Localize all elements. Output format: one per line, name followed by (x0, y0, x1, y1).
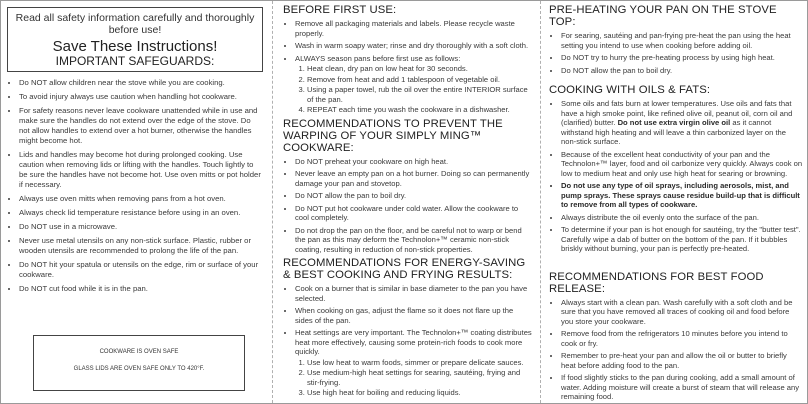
season-step: 2. Remove from heat and add 1 tablespoon of vegetable oil. (307, 75, 533, 85)
usage-column (273, 1, 539, 403)
cooking-column (541, 1, 807, 403)
energy-saving-list (283, 284, 533, 398)
list-item: • Lids and handles may become hot during prolonged cooking. Use caution when removing lids or lifting with the handles. Touch lightly to be sure the handles have not become hot. Use oven mitts or pot holder if necessary. (19, 150, 263, 190)
season-step: 4. REPEAT each time you wash the cookware in a dishwasher. (307, 105, 533, 115)
food-release-list (549, 298, 803, 402)
season-steps (295, 64, 533, 115)
season-intro: ALWAYS season pans before first use as follows: (295, 53, 461, 63)
oil-tip: Some oils and fats burn at lower temperatures. Use oils and fats that have a high smoke point, like refined olive oil, peanut oil, corn oil and (clarified) butter. (561, 99, 793, 127)
list-item: • Do NOT cut food while it is in the pan. (19, 284, 263, 294)
list-item: • Always use oven mitts when removing pans from a hot oven. (19, 194, 263, 204)
oven-safe-box (33, 335, 245, 391)
list-item: • Remove food from the refrigerators 10 minutes before you intend to cook or fry. (561, 329, 803, 348)
list-item (561, 99, 803, 147)
list-item: • To avoid injury always use caution when handling hot cookware. (19, 92, 263, 102)
olive-oil-warning: Do not use extra virgin olive oil (617, 118, 731, 127)
list-item: • Do NOT allow children near the stove while you are cooking. (19, 78, 263, 88)
list-item: • Do NOT hit your spatula or utensils on the edge, rim or surface of your cookware. (19, 260, 263, 280)
list-item (295, 328, 533, 398)
heat-step: 2. Use medium-high heat settings for searing, sautéing, frying and stir-frying. (307, 368, 533, 387)
list-item: • For searing, sautéing and pan-frying pre-heat the pan using the heat setting you intend to use when cooking before adding oil. (561, 31, 803, 50)
food-release-heading: RECOMMENDATIONS FOR BEST FOOD RELEASE: (549, 270, 764, 295)
list-item: • Do NOT allow the pan to boil dry. (295, 191, 533, 201)
before-first-use-heading: BEFORE FIRST USE: (283, 4, 397, 16)
oils-list (549, 99, 803, 254)
list-item: • Do NOT allow the pan to boil dry. (561, 66, 803, 76)
heat-settings-intro: Heat settings are very important. The Technolon+™ coating distributes heat more effectively, causing some protein-rich foods to cook more quickly. (295, 328, 532, 356)
list-item: • To determine if your pan is hot enough for sautéing, try the "butter test". Carefully wipe a dab of butter on the bottom of the pan. If it bubbles briskly without burning, your pan is perfectly pre-heated. (561, 225, 803, 254)
list-item: • If food slightly sticks to the pan during cooking, add a small amount of water. Adding moisture will create a burst of steam that will release any remaining food. (561, 373, 803, 402)
oil-tip-tail: as it cannot withstand high heating and will leave a thin carbonized layer on the non-stick surface. (561, 118, 787, 146)
heat-step: 3. Use high heat for boiling and reducing liquids. (307, 388, 533, 398)
preheating-list (549, 31, 803, 75)
list-item: • Always distribute the oil evenly onto the surface of the pan. (561, 213, 803, 223)
list-item: • Wash in warm soapy water; rinse and dry thoroughly with a soft cloth. (295, 41, 533, 51)
list-item: • Do NOT put hot cookware under cold water. Allow the cookware to cool completely. (295, 204, 533, 223)
warping-list (283, 157, 533, 255)
list-item: • Remember to pre-heat your pan and allow the oil or butter to briefly heat before adding food to the pan. (561, 351, 803, 370)
preheating-heading: PRE-HEATING YOUR PAN ON THE STOVE TOP: (549, 4, 777, 28)
intro-box (7, 7, 263, 72)
heat-step: 1. Use low heat to warm foods, simmer or prepare delicate sauces. (307, 358, 533, 368)
heat-steps (295, 358, 533, 398)
list-item: • When cooking on gas, adjust the flame so it does not flare up the sides of the pan. (295, 306, 533, 325)
oils-heading: COOKING WITH OILS & FATS: (549, 84, 711, 96)
list-item: • Do NOT preheat your cookware on high heat. (295, 157, 533, 167)
warping-heading: RECOMMENDATIONS TO PREVENT THE WARPING OF YOUR SIMPLY MING™ COOKWARE: (283, 117, 503, 154)
spacer (549, 257, 803, 271)
list-item: • Do NOT use in a microwave. (19, 222, 263, 232)
list-item: • Do not drop the pan on the floor, and be careful not to warp or bend the pan as this may deform the Technolon+™ ceramic non-stick coating, resulting in reduction of non-stick properties. (295, 226, 533, 255)
energy-saving-heading: RECOMMENDATIONS FOR ENERGY-SAVING & BEST COOKING AND FRYING RESULTS: (283, 257, 526, 281)
list-item: • Always start with a clean pan. Wash carefully with a soft cloth and be sure that you have removed all traces of cooking oil and food before you store your cookware. (561, 298, 803, 327)
season-step: 3. Using a paper towel, rub the oil over the entire INTERIOR surface of the pan. (307, 85, 533, 104)
safeguards-list (7, 78, 263, 294)
list-item: • Never use metal utensils on any non-stick surface. Plastic, rubber or wooden utensils are recommended to prolong the life of the pan. (19, 236, 263, 256)
list-item: • Remove all packaging materials and labels. Please recycle waste properly. (295, 19, 533, 38)
safeguards-heading: IMPORTANT SAFEGUARDS: (55, 54, 215, 68)
oil-spray-warning: • Do not use any type of oil sprays, including aerosols, mist, and pump sprays. These sprays cause residue build-up that is difficult to remove from all types of cookware. (561, 181, 803, 210)
list-item: • For safety reasons never leave cookware unattended while in use and make sure the handles do not extend over the edge of the stove. Do not allow handles to extend over a hot burner, otherwise the handles might become hot. (19, 106, 263, 146)
list-item: • Because of the excellent heat conductivity of your pan and the Technolon+™ layer, food and oil carbonize very quickly. Always cook on low to medium heat and only use high heat for searing or browning. (561, 150, 803, 179)
before-first-use-list (283, 19, 533, 115)
lids-oven-safe-text: GLASS LIDS ARE OVEN SAFE ONLY TO 420°F. (73, 366, 205, 372)
list-item: • Do NOT try to hurry the pre-heating process by using high heat. (561, 53, 803, 63)
save-instructions-title: Save These Instructions! (52, 38, 218, 55)
list-item (295, 54, 533, 115)
oven-safe-text: COOKWARE IS OVEN SAFE (99, 349, 179, 355)
list-item: • Cook on a burner that is similar in base diameter to the pan you have selected. (295, 284, 533, 303)
safeguards-column (1, 1, 271, 403)
list-item: • Always check lid temperature resistance before using in an oven. (19, 208, 263, 218)
list-item: • Never leave an empty pan on a hot burner. Doing so can permanently damage your pan and stovetop. (295, 169, 533, 188)
intro-warning: Read all safety information carefully and thoroughly before use! (15, 12, 255, 36)
season-step: 1. Heat clean, dry pan on low heat for 30 seconds. (307, 64, 533, 74)
